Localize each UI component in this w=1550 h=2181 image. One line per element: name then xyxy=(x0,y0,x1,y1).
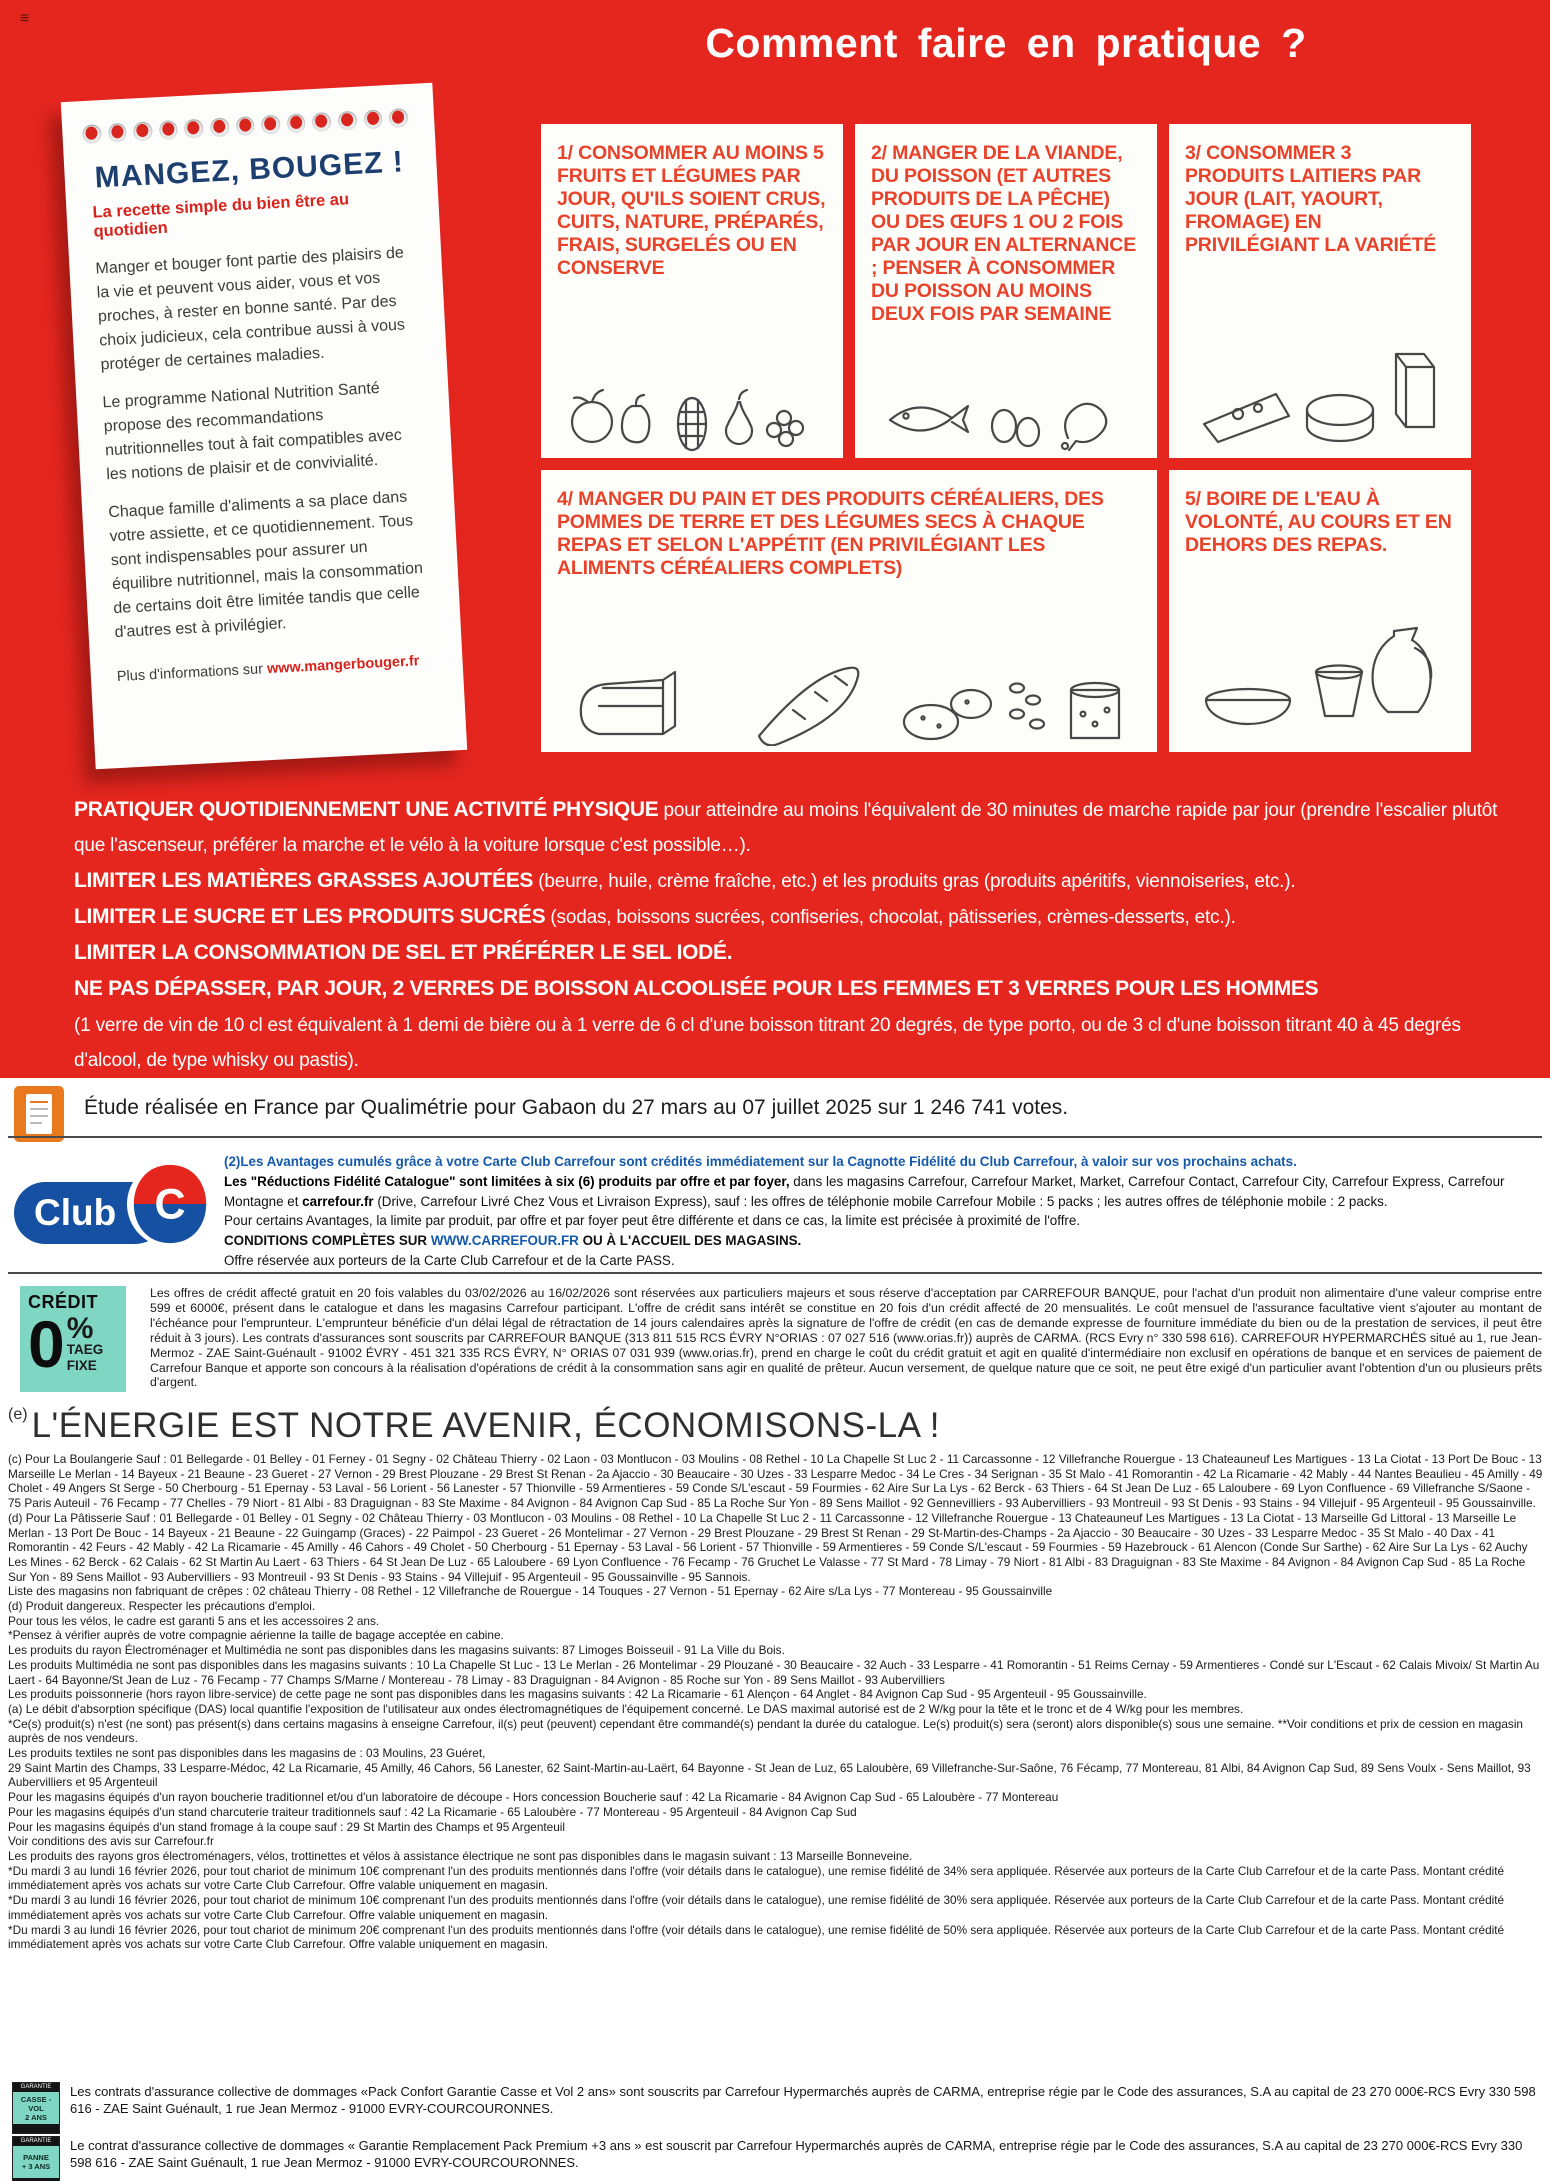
hole-icon xyxy=(82,124,102,144)
note-subtitle: La recette simple du bien être au quotidien xyxy=(92,190,350,241)
guideline-bold: PRATIQUER QUOTIDIENNEMENT UNE ACTIVITÉ PHYSIQUE xyxy=(74,798,659,821)
fruits-vegetables-illustration xyxy=(562,340,822,452)
credit-logo-fixe: FIXE xyxy=(66,1357,97,1373)
advice-box-2-text: 2/ MANGER DE LA VIANDE, DU POISSON (ET AUTRES PRODUITS DE LA PÊCHE) OU DES ŒUFS 1 OU 2 FOIS PAR JOUR EN ALTERNANCE ; PENSER À CONSOMMER DU POISSON AU MOINS DEUX FOIS PAR SEMAINE xyxy=(871,142,1137,325)
insurance-note: Les contrats d'assurance collective de dommages «Pack Confort Garantie Casse et Vol 2 ans» sont souscrits par Carrefour Hypermarchés auprès de CARMA, entreprise régie par le Code des assurances, S.A au capital de 23 270 000€-RCS Evry 330 598 616 - ZAE Saint Guénault, 1 rue Jean Mermoz - 91000 EVRY-COURCOURONNES. xyxy=(70,2084,1536,2116)
footnote-line: Pour les magasins équipés d'un stand fromage à la coupe sauf : 29 St Martin des Champs et 95 Argenteuil xyxy=(8,1819,566,1834)
credit-logo-zero: 0 xyxy=(28,1307,65,1381)
guideline-rest: pour atteindre au moins l'équivalent de 30 minutes de marche rapide par jour (prendre l'escalier plutôt que l'ascenseur, préférer la marche et le vélo à la voiture lorsque c'est possible…). xyxy=(74,800,1498,856)
footnote-line: Pour tous les vélos, le cadre est garanti 5 ans et les accessoires 2 ans. xyxy=(8,1613,380,1628)
club-line-limits-rest: dans les magasins Carrefour, Carrefour Market, Market, Carrefour Contact, Carrefour City, Carrefour Express, Carrefour Montagne et xyxy=(224,1173,1505,1209)
energy-text: L'ÉNERGIE EST NOTRE AVENIR, ÉCONOMISONS-LA ! xyxy=(31,1406,940,1445)
advice-box-1 xyxy=(541,124,843,458)
credit-0-taeg-logo xyxy=(20,1286,126,1392)
badge-bottom-band xyxy=(13,2124,59,2133)
guideline-line xyxy=(74,1007,1506,1078)
note-paragraph: Chaque famille d'aliments a sa place dans votre assiette, et ce quotidiennement. Tous sont indispensables pour assurer un équilibre nutritionnel, mais la consommation de certains doit être limitée tandis que celle d'autres est à privilégier. xyxy=(107,488,424,642)
badge-top-label: GARANTIE xyxy=(13,2083,59,2092)
hole-icon xyxy=(389,108,409,128)
insurance-note: Le contrat d'assurance collective de dommages « Garantie Remplacement Pack Premium +3 ans » est souscrit par Carrefour Hypermarchés auprès de CARMA, entreprise régie par le Code des assurances, S.A au capital de 23 270 000€-RCS Evry 330 598 616 - ZAE Saint Guénault, 1 rue Jean Mermoz - 91000 EVRY-COURCOURONNES. xyxy=(70,2138,1523,2170)
club-line-reserved: Offre réservée aux porteurs de la Carte Club Carrefour et de la Carte PASS. xyxy=(224,1253,675,1269)
club-conditions-post: OU À L'ACCUEIL DES MAGASINS. xyxy=(578,1233,802,1249)
divider xyxy=(8,1136,1542,1138)
mangez-bougez-note xyxy=(61,83,467,770)
mangerbouger-link[interactable]: www.mangerbouger.fr xyxy=(266,653,420,678)
footnote-line: Les produits poissonnerie (hors rayon libre-service) de cette page ne sont pas disponibles dans les magasins suivants : 42 La Ricamarie - 61 Alençon - 64 Anglet - 84 Avignon Cap Sud - 95 Argenteuil - 95 Goussainville. xyxy=(8,1687,1147,1702)
page-title: Comment faire en pratique ? xyxy=(705,20,1307,66)
guideline-bold: LIMITER LES MATIÈRES GRASSES AJOUTÉES xyxy=(74,869,534,892)
garantie-casse-vol-badge-icon xyxy=(12,2082,60,2134)
guideline-bold: LIMITER LE SUCRE ET LES PRODUITS SUCRÉS xyxy=(74,905,546,928)
hole-icon xyxy=(210,117,230,137)
credit-logo-word: CRÉDIT xyxy=(28,1292,98,1312)
dairy-products-illustration xyxy=(1190,302,1450,452)
badge-mid-label: PANNE xyxy=(23,2153,49,2162)
badge-bot-label: + 3 ANS xyxy=(21,2162,51,2171)
footnote-line: *Du mardi 3 au lundi 16 février 2026, pour tout chariot de minimum 10€ comprenant l'un des produits mentionnés dans l'offre (voir détails dans le catalogue), une remise fidélité de 30% sera appliquée. Réservée aux porteurs de la Carte Club Carrefour et de la carte Pass. Montant crédité immédiatement après vos achats sur votre Carte Club Carrefour. Offre valable uniquement en magasin. xyxy=(8,1893,1505,1922)
garantie-panne-badge-icon xyxy=(12,2136,60,2181)
footnote-line: *Du mardi 3 au lundi 16 février 2026, pour tout chariot de minimum 20€ comprenant l'un des produits mentionnés dans l'offre (voir détails dans le catalogue), une remise fidélité de 50% sera appliquée. Réservée aux porteurs de la Carte Club Carrefour et de la carte Pass. Montant crédité immédiatement après vos achats sur votre Carte Club Carrefour. Offre valable uniquement en magasin. xyxy=(8,1922,1505,1952)
club-line-limits-rest2: (Drive, Carrefour Livré Chez Vous et Livraison Express), sauf : les offres de téléphonie mobile Carrefour Mobile : 5 packs ; les autres offres de téléphonie mobile : 2 packs. xyxy=(373,1193,1388,1209)
credit-logo-taeg: TAEG xyxy=(66,1342,104,1357)
energy-slogan xyxy=(8,1406,940,1446)
club-line-limits-bold2: carrefour.fr xyxy=(302,1193,374,1209)
footnote-line: *Du mardi 3 au lundi 16 février 2026, pour tout chariot de minimum 10€ comprenant l'un des produits mentionnés dans l'offre (voir détails dans le catalogue), une remise fidélité de 34% sera appliquée. Réservée aux porteurs de la Carte Club Carrefour et de la carte Pass. Montant crédité immédiatement après vos achats sur votre Carte Club Carrefour. Offre valable uniquement en magasin. xyxy=(8,1863,1505,1893)
menu-icon[interactable]: ≡ xyxy=(20,10,30,27)
svg-text:C: C xyxy=(154,1180,186,1229)
hole-icon xyxy=(261,115,281,135)
footnote-line: (d) Pour La Pâtisserie Sauf : 01 Bellegarde - 01 Belley - 01 Segny - 02 Château Thierry - 03 Montlucon - 03 Moulins - 08 Rethel - 10 La Chapelle St Luc 2 - 11 Carcassonne - 12 Villefranche Rouergue - 13 Chateauneuf Les Martigues - 13 La Ciotat - 13 Marseille Gd Littoral - 13 Marseille Le Merlan - 13 Port De Bouc - 14 Bayeux - 21 Beaune - 22 Guingamp (Graces) - 22 Paimpol - 23 Gueret - 26 Montelimar - 27 Vernon - 29 Brest Plouzane - 29 Brest St Renan - 29 St-Martin-des-Champs - 2a Ajaccio - 30 Beaucaire - 30 Uzes - 33 Lesparre Medoc - 35 St Malo - 40 Dax - 41 Romorantin - 42 Feurs - 42 Mably - 42 La Ricamarie - 45 Amilly - 46 Cahors - 49 Cholet - 50 Cherbourg - 51 Epernay - 53 Laval - 56 Lorient - 57 Thionville - 59 Armentieres - 59 Conde S/L'escaut - 59 Fourmies - 59 Hazebrouck - 61 Alencon (Conde Sur Sarthe) - 62 Aire Sur La Lys - 62 Auchy Les Mines - 62 Berck - 62 Calais - 62 St Martin Au Laert - 63 Thiers - 64 St Jean De Luz - 65 Laloubere - 69 Lyon Confluence - 76 Fecamp - 76 Gruchet Le Valasse - 77 St Mard - 78 Limay - 79 Niort - 81 Albi - 83 Draguignan - 83 Ste Maxime - 84 Avignon - 84 Avignon Cap Sud - 85 La Roche Sur Yon - 89 Sens Maillot - 93 Aubervilliers - 93 Montreuil - 93 St Denis - 93 Stains - 94 Villejuif - 95 Argenteuil - 95 Goussainville - 95 Sannois. xyxy=(8,1510,1528,1584)
footnote-line: Pour les magasins équipés d'un rayon boucherie traditionnel et/ou d'un laboratoire de découpe - Hors concession Boucherie sauf : 42 La Ricamarie - 84 Avignon Cap Sud - 65 Laloubère - 77 Montereau xyxy=(8,1790,1059,1805)
guideline-bold: NE PAS DÉPASSER, PAR JOUR, 2 VERRES DE BOISSON ALCOOLISÉE POUR LES FEMMES ET 3 VERRES POUR LES HOMMES xyxy=(74,977,1319,1000)
advice-box-4-text: 4/ MANGER DU PAIN ET DES PRODUITS CÉRÉALIERS, DES POMMES DE TERRE ET DES LÉGUMES SECS À CHAQUE REPAS ET SELON L'APPÉTIT (EN PRIVILÉGIANT LES ALIMENTS CÉRÉALIERS COMPLETS) xyxy=(557,488,1104,579)
badge-bot-label: 2 ANS xyxy=(25,2112,47,2122)
club-logo-label: Club xyxy=(34,1192,117,1233)
note-holes xyxy=(82,108,409,144)
footnote-line: Liste des magasins non fabriquant de crêpes : 02 château Thierry - 08 Rethel - 12 Villefranche de Rouergue - 14 Touques - 27 Vernon - 51 Epernay - 62 Aire s/La Lys - 77 Montereau - 95 Goussainville xyxy=(8,1584,1053,1599)
qualimetrie-award-icon xyxy=(14,1086,64,1142)
footnotes-block xyxy=(8,1452,1544,1952)
club-line-limits xyxy=(224,1172,1546,1212)
footnote-line: Les produits des rayons gros électroménagers, vélos, trottinettes et vélos à assistance électrique ne sont pas disponibles dans le magasin suivant : 13 Marseille Bonneveine. xyxy=(8,1848,913,1863)
club-line-limits-bold: Les "Réductions Fidélité Catalogue" sont limitées à six (6) produits par offre et par foyer, xyxy=(224,1173,790,1189)
advice-box-4 xyxy=(541,470,1157,752)
hole-icon xyxy=(133,121,153,141)
note-more-info xyxy=(117,652,437,685)
hole-icon xyxy=(363,109,383,129)
advice-box-1-text: 1/ CONSOMMER AU MOINS 5 FRUITS ET LÉGUMES PAR JOUR, QU'ILS SOIENT CRUS, CUITS, NATURE, PRÉPARÉS, FRAIS, SURGELÉS OU EN CONSERVE xyxy=(557,142,826,279)
advice-box-3 xyxy=(1169,124,1471,458)
advice-box-3-text: 3/ CONSOMMER 3 PRODUITS LAITIERS PAR JOUR (LAIT, YAOURT, FROMAGE) EN PRIVILÉGIANT LA VARIÉTÉ xyxy=(1185,142,1437,256)
water-illustration xyxy=(1190,588,1450,746)
club-line-advantages: Pour certains Avantages, la limite par produit, par offre et par foyer peut être différente et dans ce cas, la limite est précisée à proximité de l'offre. xyxy=(224,1213,1081,1229)
carrefour-c-emblem-icon xyxy=(126,1160,214,1248)
meat-fish-eggs-illustration xyxy=(876,340,1136,452)
hole-icon xyxy=(287,113,307,133)
footnote-line: *Ce(s) produit(s) n'est (ne sont) pas présent(s) dans certains magasins à enseigne Carrefour, il(s) peut (peuvent) cependant être commandé(s) pendant la durée du catalogue. Le(s) produit(s) sera (seront) alors disponible(s) sous une semaine. **Voir conditions et prix de cession en magasin auprès de nos vendeurs. xyxy=(8,1716,1523,1746)
footnote-line: Les produits du rayon Électroménager et Multimédia ne sont pas disponibles dans les magasins suivants: 87 Limoges Boisseuil - 91 La Ville du Bois. xyxy=(8,1643,785,1658)
note-title: MANGEZ, BOUGEZ ! xyxy=(93,145,405,195)
advice-box-2 xyxy=(855,124,1157,458)
footnote-line: Les produits Multimédia ne sont pas disponibles dans les magasins suivants : 10 La Chapelle St Luc - 13 Le Merlan - 26 Montelimar - 29 Plouzané - 30 Beaucaire - 32 Auch - 33 Lesparre - 41 Romorantin - 51 Reims Cernay - 59 Armentieres - Condé sur L'Escaut - 62 Calais Mivoix/ St Martin Au Laert - 64 Bayonne/St Jean de Luz - 76 Fecamp - 77 Champs S/Marne / Montereau - 78 Limay - 83 Draguignan - 84 Avignon - 85 Roche sur Yon - 89 Sens Maillot - 93 Aubervilliers xyxy=(8,1657,1540,1687)
guideline-rest: (sodas, boissons sucrées, confiseries, chocolat, pâtisseries, crèmes-desserts, etc.). xyxy=(545,907,1236,928)
credit-logo-percent: % xyxy=(66,1312,94,1345)
hole-icon xyxy=(312,112,332,132)
hole-icon xyxy=(159,120,179,140)
divider xyxy=(8,1272,1542,1274)
note-paragraph: Manger et bouger font partie des plaisirs de la vie et peuvent vous aider, vous et vos proches, à rester en bonne santé. Par des choix judicieux, cela contribue aussi à vous protéger de certaines maladies. xyxy=(95,244,406,374)
club-line-blue: (2)Les Avantages cumulés grâce à votre Carte Club Carrefour sont crédités immédiatement sur la Cagnotte Fidélité du Club Carrefour, à valoir sur vos prochains achats. xyxy=(224,1154,1297,1169)
footnote-line: Les produits textiles ne sont pas disponibles dans les magasins de : 03 Moulins, 23 Guéret, xyxy=(8,1746,486,1761)
guideline-line xyxy=(74,792,1506,863)
advice-box-5 xyxy=(1169,470,1471,752)
footnote-line: 29 Saint Martin des Champs, 33 Lesparre-Médoc, 42 La Ricamarie, 45 Amilly, 46 Cahors, 56 Lanester, 62 Saint-Martin-au-Laërt, 64 Bayonne - St Jean de Luz, 65 Laloubère, 69 Villefranche-Sur-Saône, 76 Fécamp, 77 Montereau, 81 Albi, 84 Avignon Cap Sud, 89 Sens Voulx - Sens Maillot, 93 Aubervilliers et 95 Argenteuil xyxy=(8,1760,1531,1790)
footnote-line: Pour les magasins équipés d'un stand charcuterie traiteur traditionnels sauf : 42 La Ricamarie - 65 Laloubère - 77 Montereau - 95 Argenteuil - 84 Avignon Cap Sud xyxy=(8,1804,857,1819)
guideline-line xyxy=(74,899,1506,935)
guideline-line xyxy=(74,863,1506,899)
note-more-info-prefix: Plus d'informations sur xyxy=(116,661,268,686)
guideline-bold: LIMITER LA CONSOMMATION DE SEL ET PRÉFÉRER LE SEL IODÉ. xyxy=(74,941,733,964)
club-conditions-pre: CONDITIONS COMPLÈTES SUR xyxy=(224,1233,431,1249)
guideline-line xyxy=(74,935,1506,971)
badge-top-label: GARANTIE xyxy=(13,2137,59,2146)
footnote-line: *Pensez à vérifier auprès de votre compagnie aérienne la taille de bagage acceptée en cabine. xyxy=(8,1628,504,1643)
energy-marker: (e) xyxy=(8,1406,28,1423)
hole-icon xyxy=(235,116,255,136)
hero-section xyxy=(0,0,1550,1078)
carrefour-fr-link[interactable]: WWW.CARREFOUR.FR xyxy=(430,1233,579,1249)
hole-icon xyxy=(108,123,128,143)
hole-icon xyxy=(338,111,358,131)
hole-icon xyxy=(184,119,204,139)
credit-legal-text: Les offres de crédit affecté gratuit en 20 fois valables du 03/02/2026 au 16/02/2026 sont réservées aux particuliers majeurs et sous réserve d'acceptation par CARREFOUR BANQUE, pour l'achat d'un produit non alimentaire d'une valeur comprise entre 599 et 6000€, présent dans le catalogue et dans les magasins Carrefour participant. L'offre de crédit sans intérêt se constitue en 20 fois d'un crédit affecté de 20 mensualités. Le coût mensuel de l'assurance facultative vient s'ajouter au montant de l'échéance pour l'emprunteur. L'emprunteur bénéficie d'un délai légal de rétractation de 14 jours calendaires après la signature de l'offre de crédit (en cas de demande expresse de fourniture immédiate du bien ou de la prestation de services, il peut être réduit à 3 jours). Les contrats d'assurances sont souscrits par CARREFOUR BANQUE (313 811 515 RCS ÉVRY N°ORIAS : 07 027 516 (www.orias.fr)) auprès de CARMA. (RCS Evry n° 330 598 616). CARREFOUR HYPERMARCHÉS situé au 1, rue Jean-Mermoz - ZAE Saint-Guénault - 91002 ÉVRY - 451 321 335 RCS ÉVRY, N° ORIAS 07 031 939 (www.orias.fr), prend en charge le coût du crédit gratuit et agit en qualité d'intermédiaire non exclusif en opérations de banque et en services de paiement de Carrefour Banque et apporte son concours à la réalisation d'opérations de crédit à la consommation sans agir en qualité de prêteur. Aucun versement, de quelque nature que ce soit, ne peut être exigé d'un particulier avant l'obtention d'un ou plusieurs prêts d'argent. xyxy=(150,1286,1542,1390)
advice-box-5-text: 5/ BOIRE DE L'EAU À VOLONTÉ, AU COURS ET EN DEHORS DES REPAS. xyxy=(1185,488,1452,556)
guideline-rest: (beurre, huile, crème fraîche, etc.) et les produits gras (produits apéritifs, viennoiseries, etc.). xyxy=(533,871,1296,892)
guidelines-block xyxy=(74,792,1506,1078)
club-line-conditions xyxy=(224,1231,1546,1251)
footnote-line: (d) Produit dangereux. Respecter les précautions d'emploi. xyxy=(8,1599,316,1614)
guideline-line xyxy=(74,971,1506,1007)
club-conditions-block xyxy=(224,1152,1546,1271)
footnote-line: (a) Le débit d'absorption spécifique (DAS) local quantifie l'exposition de l'utilisateur aux ondes électromagnétiques de l'équipement concerné. Le DAS maximal autorisé est de 2 W/kg pour la tête et le tronc et de 4 W/kg pour les membres. xyxy=(8,1701,1244,1716)
badge-mid-label: CASSE - VOL xyxy=(20,2094,52,2113)
footnote-line: (c) Pour La Boulangerie Sauf : 01 Bellegarde - 01 Belley - 01 Ferney - 01 Segny - 02 Château Thierry - 02 Laon - 03 Montlucon - 03 Moulins - 08 Rethel - 10 La Chapelle St Luc 2 - 11 Carcassonne - 12 Villefranche Rouergue - 13 Chateauneuf Les Martigues - 13 La Ciotat - 13 Port De Bouc - 13 Marseille Le Merlan - 14 Bayeux - 21 Beaune - 23 Gueret - 27 Vernon - 29 Brest Plouzane - 29 Brest St Renan - 2a Ajaccio - 30 Beaucaire - 30 Uzes - 33 Lesparre Medoc - 34 Le Cres - 34 Serignan - 35 St Malo - 41 Romorantin - 42 La Ricamarie - 42 Mably - 44 Nantes Beaulieu - 45 Amilly - 49 Cholet - 49 Angers St Serge - 50 Cherbourg - 51 Epernay - 53 Laval - 56 Lorient - 56 Lanester - 57 Thionville - 59 Armentieres - 59 Conde S/L'escaut - 59 Fourmies - 62 Aire Sur La Lys - 62 Berck - 63 Thiers - 64 St Jean De Luz - 65 Laloubere - 69 Lyon Confluence - 69 Villefranche S/Saone - 75 Paris Auteuil - 76 Fecamp - 77 Chelles - 79 Niort - 81 Albi - 83 Draguignan - 83 Ste Maxime - 84 Avignon - 84 Avignon Cap Sud - 85 La Roche Sur Yon - 89 Sens Maillot - 92 Gennevilliers - 93 Aubervilliers - 93 Montreuil - 93 St Denis - 93 Stains - 94 Villejuif - 95 Argenteuil - 95 Goussainville. xyxy=(8,1452,1543,1511)
note-paragraph: Le programme National Nutrition Santé propose des recommandations nutritionnelles tout à fait compatibles avec les notions de plaisir et de convivialité. xyxy=(102,379,403,484)
guideline-rest: (1 verre de vin de 10 cl est équivalent à 1 demi de bière ou à 1 verre de 6 cl d'une boisson titrant 20 degrés, de type porto, ou de 3 cl d'une boisson titrant 40 à 45 degrés d'alcool, de type whisky ou pastis). xyxy=(74,1015,1461,1071)
bread-cereals-illustration xyxy=(559,618,1139,746)
footnote-line: Voir conditions des avis sur Carrefour.fr xyxy=(8,1834,214,1849)
study-note: Étude réalisée en France par Qualimétrie pour Gabaon du 27 mars au 07 juillet 2025 sur 1 246 741 votes. xyxy=(84,1096,1069,1119)
